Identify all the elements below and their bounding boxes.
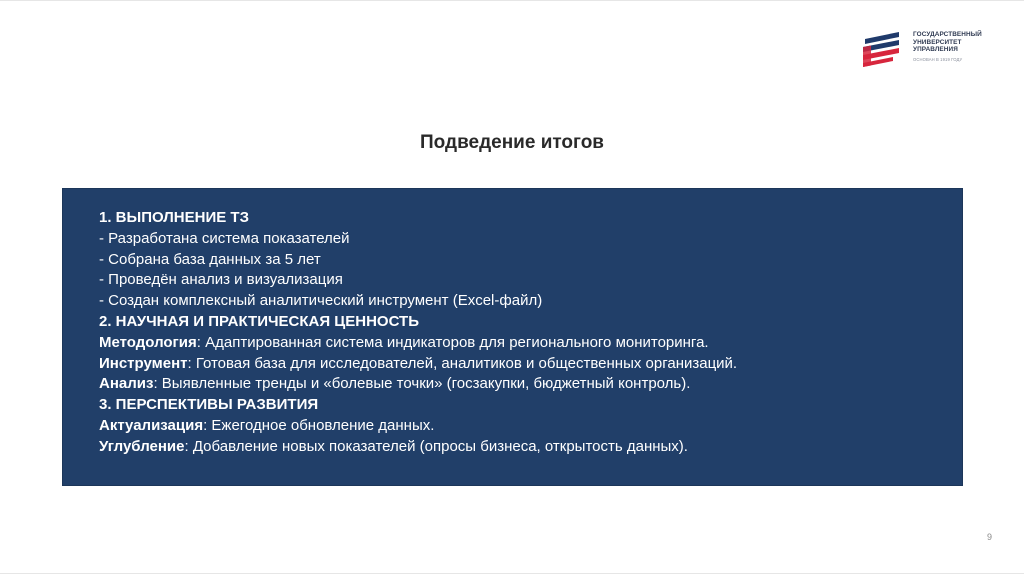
university-name-line: ГОСУДАРСТВЕННЫЙ — [913, 31, 982, 38]
list-item — [99, 333, 939, 354]
item-text: : Добавление новых показателей (опросы бизнеса, открытость данных). — [184, 437, 688, 455]
summary-content — [99, 208, 939, 458]
section-heading-value: 2. НАУЧНАЯ И ПРАКТИЧЕСКАЯ ЦЕННОСТЬ — [99, 312, 419, 330]
university-emblem-icon — [859, 30, 905, 68]
list-item — [99, 354, 939, 375]
slide-title: Подведение итогов — [420, 132, 604, 153]
founded-caption: ОСНОВАН В 1919 ГОДУ — [913, 56, 963, 62]
item-term: Методология — [99, 333, 197, 351]
section-heading-fulfillment: 1. ВЫПОЛНЕНИЕ ТЗ — [99, 209, 249, 226]
list-item: - Создан комплексный аналитический инструмент (Excel-файл) — [99, 292, 543, 310]
list-item: - Разработана система показателей — [99, 229, 350, 247]
item-term: Анализ — [99, 375, 154, 393]
item-term: Инструмент — [99, 354, 188, 372]
section-heading-prospects: 3. ПЕРСПЕКТИВЫ РАЗВИТИЯ — [99, 396, 319, 414]
item-text: : Выявленные тренды и «болевые точки» (госзакупки, бюджетный контроль). — [153, 375, 691, 393]
list-item — [99, 416, 939, 437]
item-text: : Ежегодное обновление данных. — [203, 416, 435, 434]
university-name-line: УПРАВЛЕНИЯ — [913, 46, 958, 54]
list-item — [99, 374, 939, 395]
slide-top-border — [0, 0, 1024, 1]
list-item — [99, 437, 939, 458]
item-text: : Готовая база для исследователей, аналитиков и общественных организаций. — [187, 354, 738, 372]
item-term: Актуализация — [99, 416, 204, 434]
item-term: Углубление — [99, 437, 185, 455]
university-name-line: УНИВЕРСИТЕТ — [913, 38, 962, 46]
page-number: 9 — [986, 532, 992, 542]
list-item: - Собрана база данных за 5 лет — [99, 250, 321, 268]
university-name — [913, 31, 999, 62]
summary-panel — [62, 188, 963, 486]
list-item: - Проведён анализ и визуализация — [99, 271, 343, 289]
university-logo — [859, 28, 999, 72]
item-text: : Адаптированная система индикаторов для регионального мониторинга. — [196, 333, 709, 351]
